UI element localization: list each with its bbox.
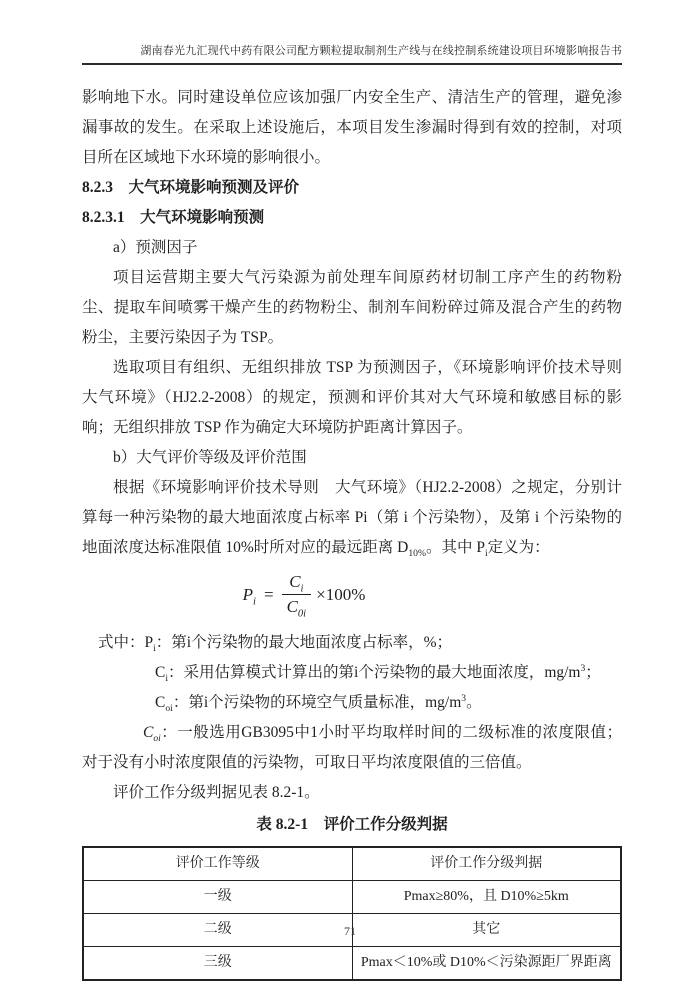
table-header-criteria: 评价工作分级判据 [352,847,621,881]
list-item-b: b）大气评价等级及评价范围 [113,449,307,466]
table-title: 表 8.2-1 评价工作分级判据 [256,816,448,833]
definition-coi: $C_{oi}$：第i个污染物的环境空气质量标准，$mg/m^3$。 [155,692,482,715]
definition-ci: $C_i$：采用估算模式计算出的第i个污染物的最大地面浓度，$mg/m^3$； [155,662,601,685]
paragraph-grading-basis: 根据《环境影响评价技术导则 大气环境》（HJ2.2-2008）之规定，分别计算每一种污染物的最大地面浓度占标率 Pi（第 i 个污染物），及第 i 个污染物的地面浓度达标准限值 10%时所对应的最远距离 $D_{10\%}$。其中 $P_i$定义为： [82,479,622,560]
definition-coi-note: $C_{oi}$：一般选用GB3095中1小时平均取样时间的二级标准的浓度限值；对于没有小时浓度限值的污染物，可取日平均浓度限值的三倍值。 [82,724,622,771]
table-header-level: 评价工作等级 [83,847,352,881]
formula-suffix: ×100% [316,584,366,604]
header-divider [82,63,622,65]
table-cell-level-1: 一级 [83,881,352,914]
paragraph-groundwater: 影响地下水。同时建设单位应该加强厂内安全生产、清洁生产的管理，避免渗漏事故的发生。在采取上述设施后，本项目发生渗漏时得到有效的控制，对项目所在区域地下水环境的影响很小。 [82,89,622,166]
table-row [83,881,621,914]
formula-lhs: $P_i$ [242,584,256,607]
table-cell-criteria-1: Pmax≥80%，且 D10%≥5km [352,881,621,914]
table-cell-level-2: 二级 [83,914,352,947]
paragraph-pollution-sources: 项目运营期主要大气污染源为前处理车间原药材切制工序产生的药物粉尘、提取车间喷雾干燥产生的药物粉尘、制剂车间粉碎过筛及混合产生的药物粉尘，主要污染因子为 TSP。 [82,269,622,346]
formula-equals: = [263,584,274,604]
paragraph-prediction-factor: 选取项目有组织、无组织排放 TSP 为预测因子，《环境影响评价技术导则 大气环境》（HJ2.2-2008）的规定，预测和评价其对大气环境和敏感目标的影响；无组织排放 TSP 作为确定大环境防护距离计算因子。 [82,359,638,436]
grading-table [82,846,622,981]
running-header: 湖南春光九汇现代中药有限公司配方颗粒提取制剂生产线与在线控制系统建设项目环境影响报告书 [140,45,622,57]
pi-formula [34,571,574,618]
table-header-row [83,847,621,881]
table-cell-level-3: 三级 [83,947,352,981]
formula-fraction [282,571,312,618]
table-row [83,947,621,981]
table-cell-criteria-2: 其它 [352,914,621,947]
page-number: 71 [344,924,356,938]
table-cell-criteria-3: Pmax＜10%或 D10%＜污染源距厂界距离 [352,947,621,981]
document-body [82,83,638,981]
fraction-numerator: $C_i$ [282,571,312,595]
fraction-denominator: $C_{0i}$ [286,597,307,620]
paragraph-table-reference: 评价工作分级判据见表 8.2-1。 [113,784,320,801]
section-heading-8-2-3-1: 8.2.3.1 大气环境影响预测 [82,209,265,226]
list-item-a: a）预测因子 [113,239,198,256]
section-heading-8-2-3: 8.2.3 大气环境影响预测及评价 [82,179,300,196]
page-content [82,42,638,981]
definition-intro-pi: 式中：$P_i$：第i个污染物的最大地面浓度占标率，%； [98,634,453,655]
